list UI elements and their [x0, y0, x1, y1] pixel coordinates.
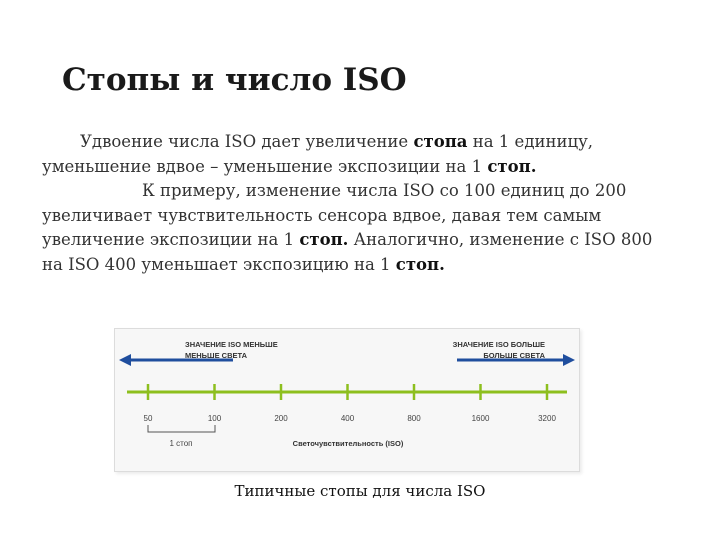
scale-tick-label: 1600: [471, 414, 490, 423]
scale-tick-label: 50: [143, 414, 153, 423]
slide-title: Стопы и число ISO: [62, 62, 407, 98]
paragraph-1-text-a: Удвоение числа ISO дает увеличение: [80, 132, 414, 151]
left-note-line-1: ЗНАЧЕНИЕ ISO МЕНЬШЕ: [185, 340, 278, 349]
paragraph-2: [42, 179, 662, 277]
body-text: [42, 130, 662, 277]
paragraph-2-bold-b: стоп.: [395, 254, 445, 274]
axis-label: Светочувствительность (ISO): [292, 439, 404, 448]
bracket-label: 1 стоп: [169, 439, 193, 448]
scale-tick-label: 100: [207, 414, 222, 423]
paragraph-2-text-b: Аналогично, изменение с ISO 800 на ISO 400 уменьшает экспозицию на 1: [42, 230, 653, 274]
scale-tick-label: 800: [407, 414, 421, 423]
paragraph-1-text-b: на 1 единицу, уменьшение вдвое – уменьшение экспозиции на 1: [42, 132, 594, 176]
left-note-line-2: МЕНЬШЕ СВЕТА: [185, 351, 248, 360]
right-note-line-1: ЗНАЧЕНИЕ ISO БОЛЬШЕ: [452, 340, 545, 349]
scale-tick-label: 3200: [538, 414, 556, 423]
paragraph-1-bold-a: стопа: [413, 132, 468, 151]
iso-scale-figure: [114, 328, 580, 472]
iso-scale-diagram: [115, 329, 579, 471]
scale-tick-label: 200: [274, 414, 288, 423]
figure-caption: Типичные стопы для числа ISO: [234, 482, 486, 500]
scale-tick-label: 400: [340, 414, 355, 423]
one-stop-bracket: [148, 425, 215, 432]
paragraph-1: [42, 130, 662, 179]
paragraph-1-bold-b: стоп.: [487, 156, 537, 176]
right-note-line-2: БОЛЬШЕ СВЕТА: [483, 351, 545, 360]
paragraph-2-bold-a: стоп.: [299, 230, 349, 249]
paragraph-2-text-a: К примеру, изменение числа ISO со 100 единиц до 200 увеличивает чувствительность сенсора вдвое, давая тем самым увеличение экспозиции на 1: [42, 181, 627, 249]
iso-scale-ticks: [144, 384, 557, 423]
